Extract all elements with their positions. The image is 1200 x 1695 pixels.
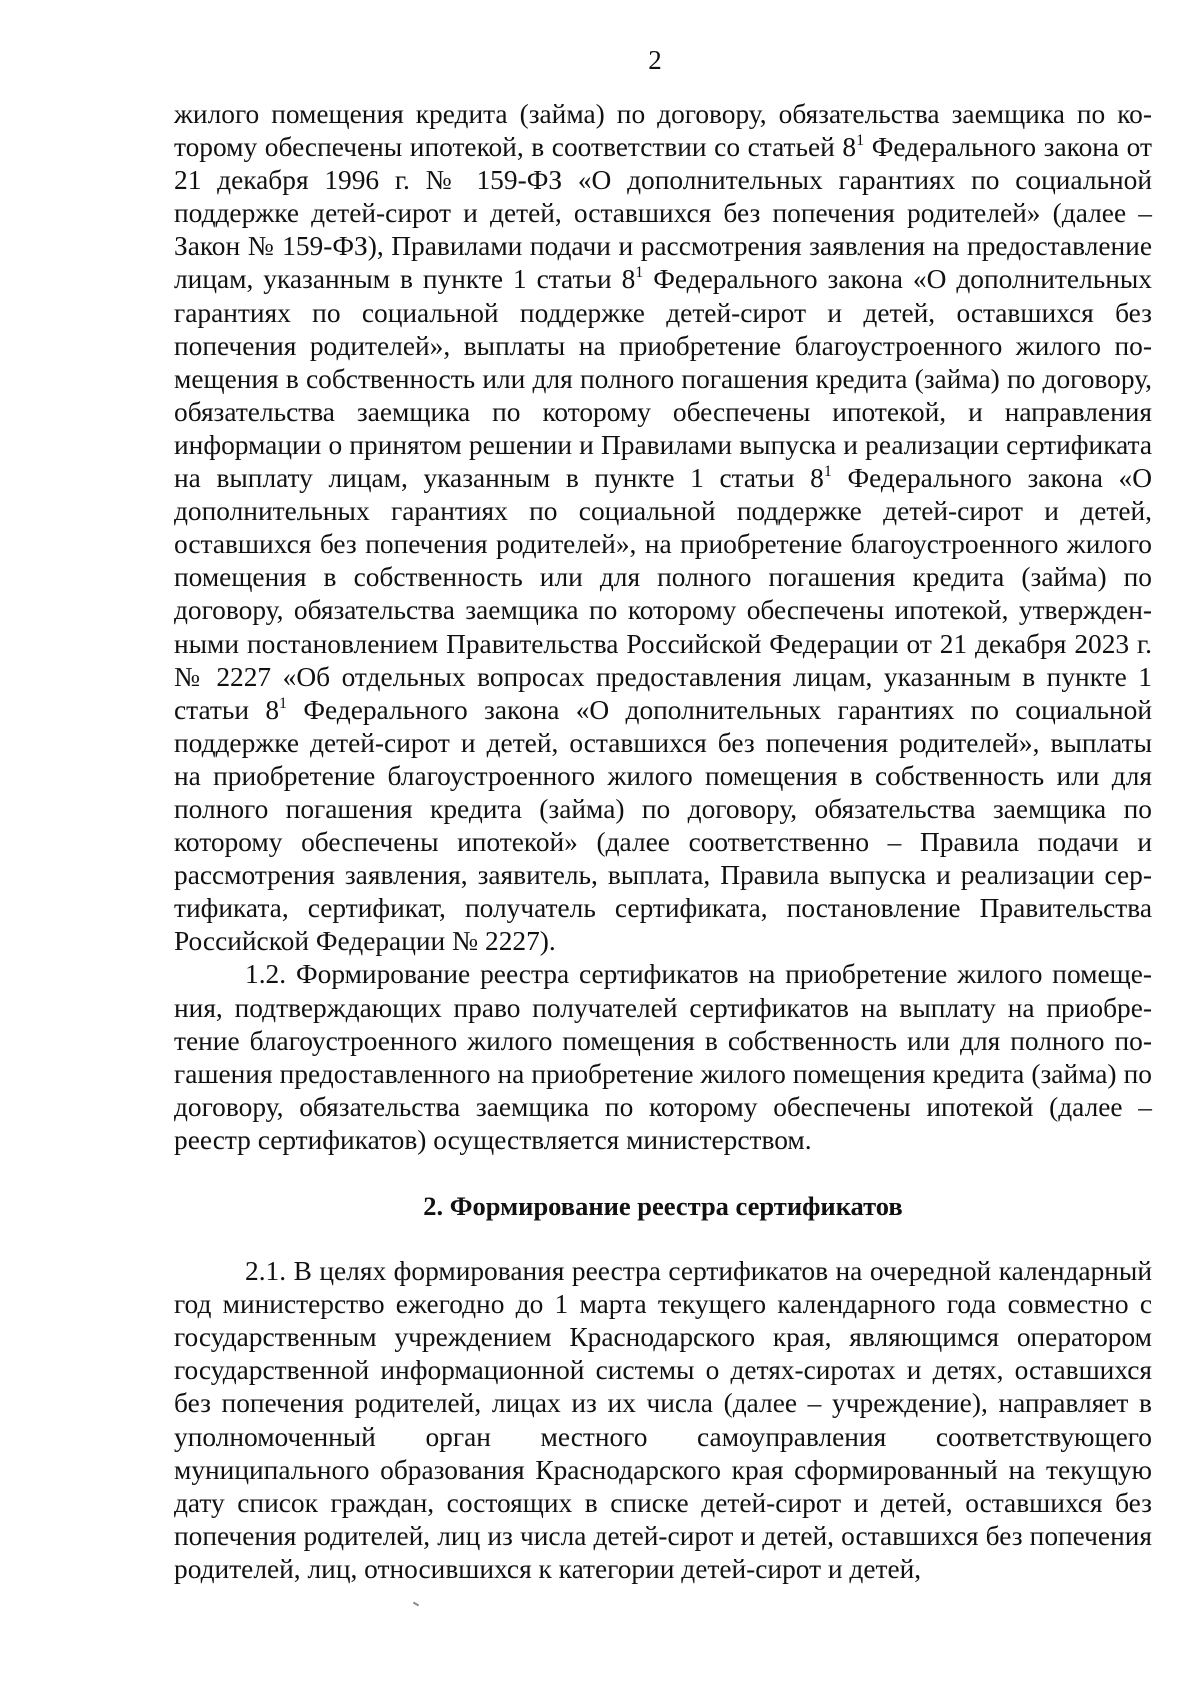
paragraph-continuation	[174, 98, 1152, 958]
page-number: 2	[648, 45, 662, 75]
scan-artifact-mark	[413, 1602, 419, 1607]
superscript: 1	[856, 131, 865, 149]
paragraph-text: Федерального закона «О дополнительных гарантиях по социальной поддержке детей-сирот и детей, оставшихся без попечения родителей», выплаты на приобретение благоустроенного жилого помещения в собственность или для полного погашения кредита (займа) по договору, обязательства заемщика по которому обеспечены ипотекой» (далее соответственно – Правила подачи и рассмотрения заявления, заявитель, выплата, Правила выпуска и реализации сертификата, сертификат, получатель сертификата, постановление Правительства Российской Федерации № 2227).	[174, 694, 1152, 957]
document-body	[174, 98, 1152, 1586]
paragraph-text: Федерального закона «О дополнительных гарантиях по социальной поддержке детей-сирот и детей, оставшихся без попечения родителей», на приобретение благоустроенного жилого помещения в собственность или для полного погашения кредита (займа) по договору, обязательства заемщика по которому обеспечены ипотекой, утвержденными постановлением Правительства Российской Федерации от 21 декабря 2023 г. № 2227 «Об отдельных вопросах предоставления лицам, указанным в пункте 1 статьи 8	[174, 463, 1152, 725]
superscript: 1	[635, 264, 644, 282]
superscript: 1	[823, 462, 832, 480]
paragraph-2-1: 2.1. В целях формирования реестра сертификатов на очередной календарный год министерство ежегодно до 1 марта текущего календарного года совместно с государственным учреждением Краснодарского края, являющимся оператором государственной информационной системы о детях-сиротах и детях, оставшихся без попечения родителей, лицах из их числа (далее – учреждение), направляет в уполномоченный орган местного самоуправления соответствующего муниципального образования Краснодарского края сформированный на текущую дату список граждан, состоящих в списке детей-сирот и детей, оставшихся без попечения родителей, лиц из числа детей-сирот и детей, оставшихся без попечения родителей, лиц, относившихся к категории детей-сирот и детей,	[174, 1256, 1152, 1584]
paragraph-text: жилого помещения кредита (займа) по договору, обязательства заемщика по которому обеспечены ипотекой, в соответствии со статьей 8	[174, 99, 1152, 163]
section-heading: 2. Формирование реестра сертификатов	[423, 1191, 903, 1221]
paragraph-text: Федерального закона «О дополнительных гарантиях по социальной поддержке детей-сирот и детей, оставшихся без попечения родителей», выплаты на приобретение благоустроенного жилого помещения в собственность или для полного погашения кредита (займа) по договору, обязательства заемщика по которому обеспечены ипотекой, и направления информации о принятом решении и Правилами выпуска и реализации сертификата на выплату лицам, указанным в пункте 1 статьи 8	[174, 264, 1152, 494]
paragraph-1-2: 1.2. Формирование реестра сертификатов на приобретение жилого помещения, подтверждающих право получателей сертификатов на выплату на приобретение благоустроенного жилого помещения в собственность или для полного погашения предоставленного на приобретение жилого помещения кредита (займа) по договору, обязательства заемщика по которому обеспечены ипотекой (далее – реестр сертификатов) осуществляется министерством.	[174, 959, 1152, 1155]
paragraph-text: Федерального закона от 21 декабря 1996 г. № 159-ФЗ «О дополнительных гарантиях по социальной поддержке детей-сирот и детей, оставшихся без попечения родителей» (далее – Закон № 159-ФЗ), Правилами подачи и рассмотрения заявления на предоставление лицам, указанным в пункте 1 статьи 8	[174, 132, 1152, 295]
superscript: 1	[279, 694, 288, 712]
